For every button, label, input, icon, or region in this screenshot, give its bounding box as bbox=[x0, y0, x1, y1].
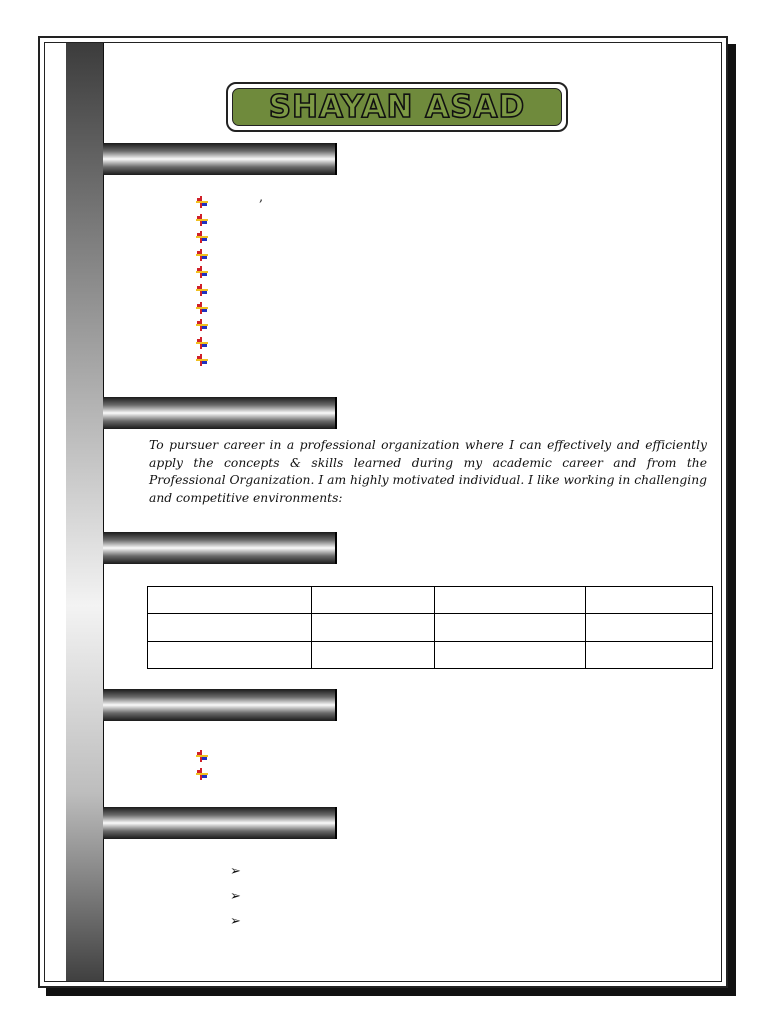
arrow-bullet-icon: ➢ bbox=[230, 914, 241, 929]
table-cell bbox=[435, 641, 586, 668]
table-cell bbox=[148, 614, 312, 641]
table-cell bbox=[586, 587, 713, 614]
bullet-icon bbox=[196, 249, 208, 261]
table-row bbox=[148, 641, 713, 668]
side-gradient-bar bbox=[66, 43, 104, 981]
bullet-icon bbox=[196, 750, 208, 762]
education-table bbox=[147, 586, 713, 669]
candidate-name: SHAYAN ASAD bbox=[268, 89, 526, 125]
section-bar-personal bbox=[103, 143, 337, 175]
arrow-bullet-icon: ➢ bbox=[230, 864, 241, 879]
table-cell bbox=[586, 641, 713, 668]
section-bar-skills bbox=[103, 689, 337, 721]
name-plate bbox=[226, 82, 568, 132]
table-cell bbox=[311, 587, 435, 614]
bullet-icon bbox=[196, 214, 208, 226]
arrow-bullet-icon: ➢ bbox=[230, 889, 241, 904]
table-cell bbox=[311, 614, 435, 641]
table-row bbox=[148, 614, 713, 641]
table-cell bbox=[148, 641, 312, 668]
bullet-icon bbox=[196, 354, 208, 366]
profile-separator: , bbox=[259, 190, 264, 205]
bullet-icon bbox=[196, 302, 208, 314]
section-bar-objective bbox=[103, 397, 337, 429]
bullet-icon bbox=[196, 319, 208, 331]
bullet-icon bbox=[196, 337, 208, 349]
bullet-icon bbox=[196, 768, 208, 780]
name-plate-inner bbox=[232, 88, 562, 126]
bullet-icon bbox=[196, 284, 208, 296]
page-inner-border bbox=[44, 42, 722, 982]
section-bar-interests bbox=[103, 807, 337, 839]
objective-text: To pursuer career in a professional organization where I can effectively and efficiently apply the concepts & skills learned during my academic career and from the Professional Organization. I am highly motivated individual. I like working in challenging and competitive environments: bbox=[149, 438, 707, 505]
bullet-icon bbox=[196, 196, 208, 208]
table-cell bbox=[435, 587, 586, 614]
bullet-icon bbox=[196, 266, 208, 278]
resume-page bbox=[38, 36, 728, 988]
table-cell bbox=[435, 614, 586, 641]
table-cell bbox=[311, 641, 435, 668]
table-cell bbox=[586, 614, 713, 641]
section-bar-education bbox=[103, 532, 337, 564]
bullet-icon bbox=[196, 231, 208, 243]
table-row bbox=[148, 587, 713, 614]
table-cell bbox=[148, 587, 312, 614]
